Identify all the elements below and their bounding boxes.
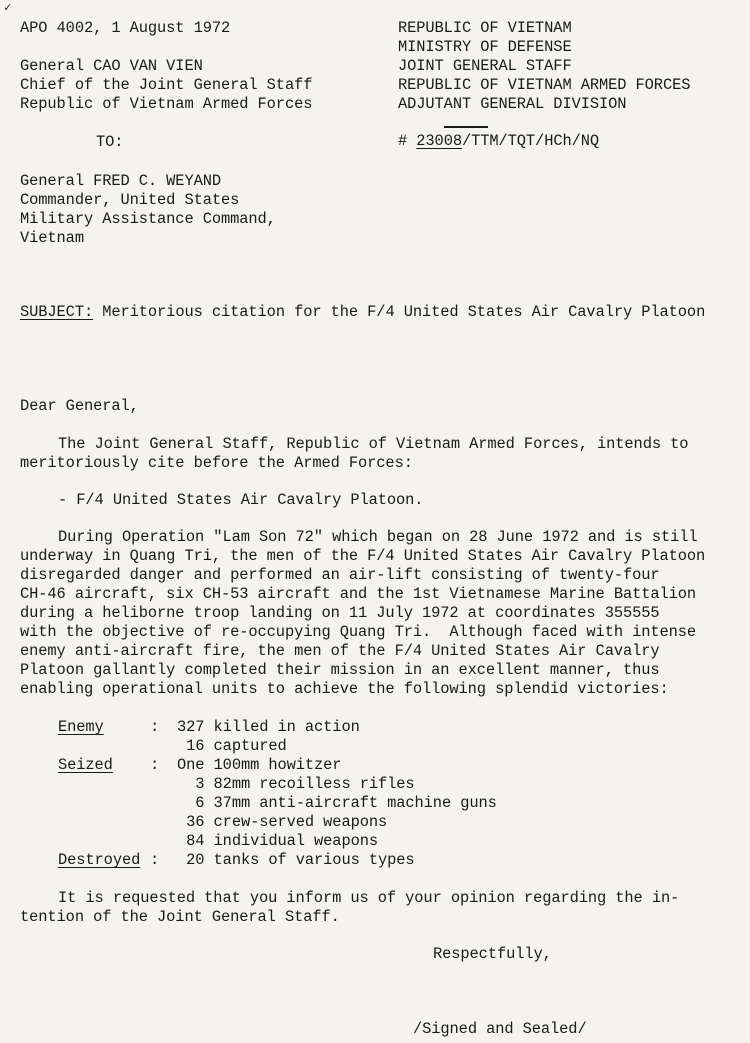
colon: : <box>150 718 160 736</box>
seized-label: Seized <box>58 756 113 774</box>
para3-line: It is requested that you inform us of your opinion regarding the in- <box>58 889 680 907</box>
sender-title: Chief of the Joint General Staff <box>20 76 313 94</box>
result-row: 327 killed in action <box>177 718 360 736</box>
result-row: 36 crew-served weapons <box>177 813 388 831</box>
para2-line: During Operation "Lam Son 72" which began on 28 June 1972 and is still <box>58 528 698 546</box>
reference-number <box>398 132 599 151</box>
para3-line: tention of the Joint General Staff. <box>20 908 340 926</box>
destroyed-label: Destroyed <box>58 851 141 869</box>
para2-line: during a heliborne troop landing on 11 July 1972 at coordinates 355555 <box>20 604 660 622</box>
to-label: TO: <box>96 133 124 151</box>
result-row: 16 captured <box>177 737 287 755</box>
recipient-name: General FRED C. WEYAND <box>20 172 221 190</box>
result-row: 3 82mm recoilless rifles <box>177 775 415 793</box>
ref-suffix: /TTM/TQT/HCh/NQ <box>461 132 600 150</box>
date-line: APO 4002, 1 August 1972 <box>20 19 231 37</box>
para2-line: CH-46 aircraft, six CH-53 aircraft and the 1st Vietnamese Marine Battalion <box>20 585 697 603</box>
sender-name: General CAO VAN VIEN <box>20 57 203 75</box>
cited-unit: - F/4 United States Air Cavalry Platoon. <box>58 491 424 509</box>
header-staff: JOINT GENERAL STAFF <box>398 57 572 75</box>
para1-line: The Joint General Staff, Republic of Vietnam Armed Forces, intends to <box>58 435 689 453</box>
para2-line: enabling operational units to achieve the following splendid victories: <box>20 680 669 698</box>
signature: /Signed and Sealed/ <box>413 1020 587 1038</box>
ref-number: 23008 <box>416 132 462 150</box>
corner-mark: ✓ <box>4 1 12 15</box>
colon: : <box>150 851 160 869</box>
enemy-label: Enemy <box>58 718 104 736</box>
header-ministry: MINISTRY OF DEFENSE <box>398 38 572 56</box>
para2-line: Platoon gallantly completed their mission in an excellent manner, thus <box>20 661 660 679</box>
header-country: REPUBLIC OF VIETNAM <box>398 19 572 37</box>
sender-org: Republic of Vietnam Armed Forces <box>20 95 313 113</box>
header-forces: REPUBLIC OF VIETNAM ARMED FORCES <box>398 76 691 94</box>
ref-divider <box>444 126 488 128</box>
para2-line: with the objective of re-occupying Quang Tri. Although faced with intense <box>20 623 697 641</box>
result-row: 6 37mm anti-aircraft machine guns <box>177 794 497 812</box>
para2-line: disregarded danger and performed an air-lift consisting of twenty-four <box>20 566 660 584</box>
subject-text: Meritorious citation for the F/4 United States Air Cavalry Platoon <box>102 303 706 321</box>
subject-label: SUBJECT: <box>20 303 94 321</box>
colon: : <box>150 756 160 774</box>
recipient-title: Commander, United States <box>20 191 240 209</box>
para1-line: meritoriously cite before the Armed Forces: <box>20 454 413 472</box>
para2-line: enemy anti-aircraft fire, the men of the F/4 United States Air Cavalry <box>20 642 660 660</box>
recipient-command: Military Assistance Command, <box>20 210 276 228</box>
subject-line <box>20 303 705 322</box>
salutation: Dear General, <box>20 397 139 415</box>
para2-line: underway in Quang Tri, the men of the F/4 United States Air Cavalry Platoon <box>20 547 706 565</box>
result-row: 20 tanks of various types <box>177 851 415 869</box>
result-row: One 100mm howitzer <box>177 756 342 774</box>
header-division: ADJUTANT GENERAL DIVISION <box>398 95 627 113</box>
ref-hash: # <box>398 132 408 150</box>
recipient-location: Vietnam <box>20 229 84 247</box>
closing: Respectfully, <box>433 945 552 963</box>
result-row: 84 individual weapons <box>177 832 378 850</box>
